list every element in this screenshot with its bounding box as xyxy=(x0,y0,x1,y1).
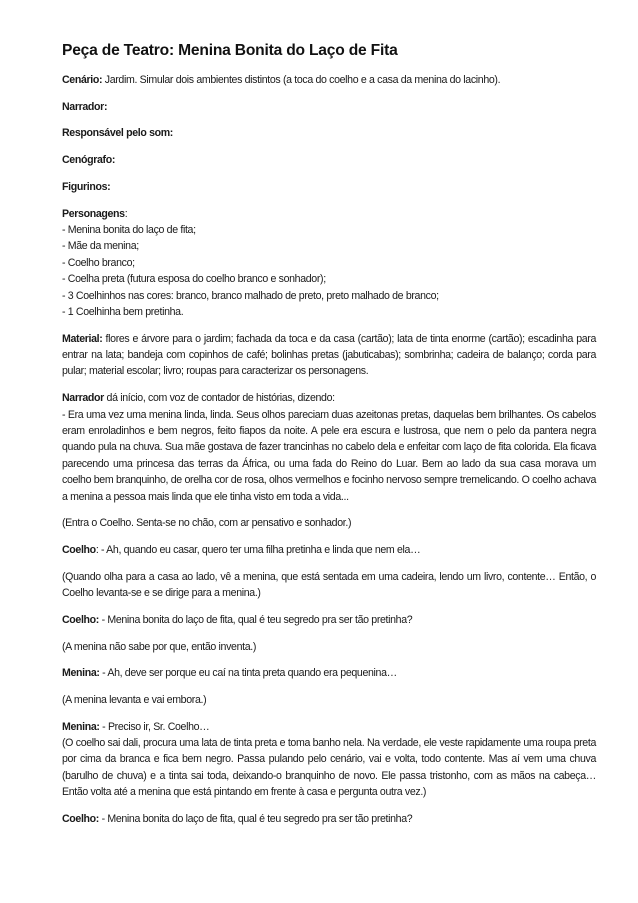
cenario-paragraph xyxy=(62,72,596,88)
dialogue-text: - Preciso ir, Sr. Coelho… xyxy=(99,720,210,733)
dialogue-line xyxy=(62,612,596,628)
material-paragraph xyxy=(62,331,596,380)
cenario-text: Jardim. Simular dois ambientes distintos (a toca do coelho e a casa da menina do lacinho). xyxy=(102,74,501,86)
narrador-label: Narrador: xyxy=(62,100,108,113)
dialogue-text: - Menina bonita do laço de fita, qual é teu segredo pra ser tão pretinha? xyxy=(98,613,413,626)
narrador-field xyxy=(62,99,596,115)
cenario-label: Cenário: xyxy=(62,74,103,86)
narracao-paragraph xyxy=(62,390,596,505)
material-text: flores e árvore para o jardim; fachada da toca e da casa (cartão); lata de tinta enorme (cartão); escadinha para entrar na lata; bandeja com copinhos de café; bolinhas pretas (jabuticabas); sombrinha; cadeira de balanço; corda para pular; material escolar; livro; roupas para caracterizar os personagens. xyxy=(62,332,596,378)
dialogue-line xyxy=(62,719,596,735)
personagem-item: - Mãe da menina; xyxy=(62,240,139,253)
figurinos-label: Figurinos: xyxy=(62,180,111,193)
speaker-label: Coelho: xyxy=(62,613,99,626)
stage-direction: (A menina levanta e vai embora.) xyxy=(62,693,207,706)
dialogue-line xyxy=(62,811,596,827)
document-title: Peça de Teatro: Menina Bonita do Laço de Fita xyxy=(62,42,398,59)
stage-direction: (Quando olha para a casa ao lado, vê a menina, que está sentada em uma cadeira, lendo um livro, contente… Então, o Coelho levanta-se e se dirige para a menina.) xyxy=(62,570,596,600)
document-page xyxy=(62,41,596,838)
personagem-item: - 1 Coelhinha bem pretinha. xyxy=(62,305,184,318)
personagem-item: - Coelha preta (futura esposa do coelho branco e sonhador); xyxy=(62,273,326,286)
figurinos-field xyxy=(62,179,596,195)
som-label: Responsável pelo som: xyxy=(62,127,173,140)
speaker-label: Menina: xyxy=(62,667,100,680)
dialogue-text: - Ah, deve ser porque eu caí na tinta preta quando era pequenina… xyxy=(99,667,397,680)
personagens-heading: Personagens: xyxy=(62,207,128,220)
dialogue-line xyxy=(62,665,596,681)
personagens-label: Personagens xyxy=(62,207,125,220)
stage-direction: (A menina não sabe por que, então inventa.) xyxy=(62,640,257,653)
dialogue-line xyxy=(62,542,596,558)
personagem-item: - Menina bonita do laço de fita; xyxy=(62,223,196,236)
narrador-intro-label: Narrador xyxy=(62,392,104,405)
speaker-label: Coelho xyxy=(62,544,96,557)
personagem-item: - 3 Coelhinhos nas cores: branco, branco malhado de preto, preto malhado de branco; xyxy=(62,289,439,302)
personagem-item: - Coelho branco; xyxy=(62,256,135,269)
stage-direction: (O coelho sai dali, procura uma lata de tinta preta e toma banho nela. Na verdade, ele veste rapidamente uma roupa preta por cima da branca e fica bem negro. Passa pulando pelo cenário, vai e volta, todo contente. Mas aí vem uma chuva (barulho de chuva) e a tinta sai toda, deixando-o branquinho de novo. Ele passa tristonho, com as mãos na cabeça… Então volta até a menina que está pintando em frente à casa e pergunta outra vez.) xyxy=(62,737,596,799)
speaker-label: Menina: xyxy=(62,720,100,733)
personagens-section xyxy=(62,206,596,321)
cenografo-label: Cenógrafo: xyxy=(62,154,115,167)
som-field xyxy=(62,125,596,141)
dialogue-block xyxy=(62,719,596,801)
speaker-label: Coelho: xyxy=(62,812,99,825)
cenografo-field xyxy=(62,152,596,168)
stage-direction: (Entra o Coelho. Senta-se no chão, com ar pensativo e sonhador.) xyxy=(62,517,352,530)
dialogue-text: : - Ah, quando eu casar, quero ter uma filha pretinha e linda que nem ela… xyxy=(95,544,421,557)
material-label: Material: xyxy=(62,332,103,345)
narracao-text: - Era uma vez uma menina linda, linda. Seus olhos pareciam duas azeitonas pretas, daquelas bem brilhantes. Os cabelos eram enroladinhos e bem negros, feito fiapos da noite. A pele era escura e lustrosa, que nem o pelo da pantera negra quando pula na chuva. Sua mãe gostava de fazer trancinhas no cabelo dela e enfeitar com laço de fita colorida. Ela ficava parecendo uma princesa das terras da África, ou uma fada do Reino do Luar. Bem ao lado da sua casa morava um coelho bem branquinho, de orelha cor de rosa, olhos vermelhos e focinho nervoso sempre tremelicando. O coelho achava a menina a pessoa mais linda que ele tinha visto em toda a vida... xyxy=(62,408,596,503)
narrador-intro: Narrador dá início, com voz de contador de histórias, dizendo: xyxy=(62,392,335,405)
dialogue-text: - Menina bonita do laço de fita, qual é teu segredo pra ser tão pretinha? xyxy=(98,812,413,825)
